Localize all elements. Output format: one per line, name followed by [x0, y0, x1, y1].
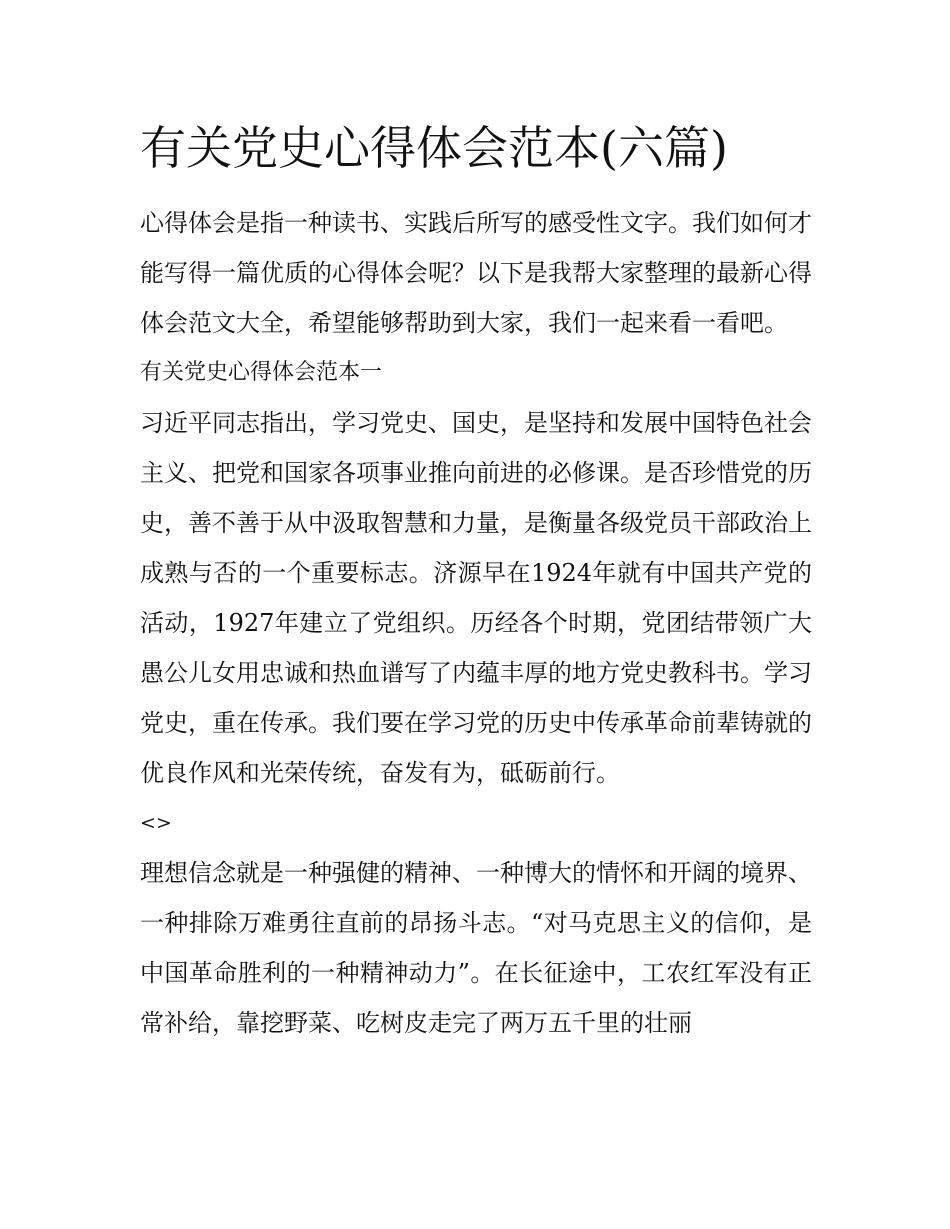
intro-paragraph: 心得体会是指一种读书、实践后所写的感受性文字。我们如何才能写得一篇优质的心得体会呢？以下是我帮大家整理的最新心得体会范文大全，希望能够帮助到大家，我们一起来看一看吧。	[140, 209, 812, 337]
document-title: 有关党史心得体会范本(六篇)	[140, 121, 728, 175]
section-heading: 有关党史心得体会范本一	[140, 360, 383, 385]
document-body	[140, 114, 812, 1048]
body-paragraph-2: 理想信念就是一种强健的精神、一种博大的情怀和开阔的境界、一种排除万难勇往直前的昂扬斗志。“对马克思主义的信仰，是中国革命胜利的一种精神动力”。在长征途中，工农红军没有正常补给，靠挖野菜、吃树皮走完了两万五千里的壮丽	[140, 859, 812, 1037]
separator-marker: <>	[140, 812, 172, 834]
body-paragraph-1: 习近平同志指出，学习党史、国史，是坚持和发展中国特色社会主义、把党和国家各项事业推向前进的必修课。是否珍惜党的历史，善不善于从中汲取智慧和力量，是衡量各级党员干部政治上成熟与否的一个重要标志。济源早在1924年就有中国共产党的活动，1927年建立了党组织。历经各个时期，党团结带领广大愚公儿女用忠诚和热血谱写了内蕴丰厚的地方党史教科书。学习党史，重在传承。我们要在学习党的历史中传承革命前辈铸就的优良作风和光荣传统，奋发有为，砥砺前行。	[140, 409, 812, 787]
